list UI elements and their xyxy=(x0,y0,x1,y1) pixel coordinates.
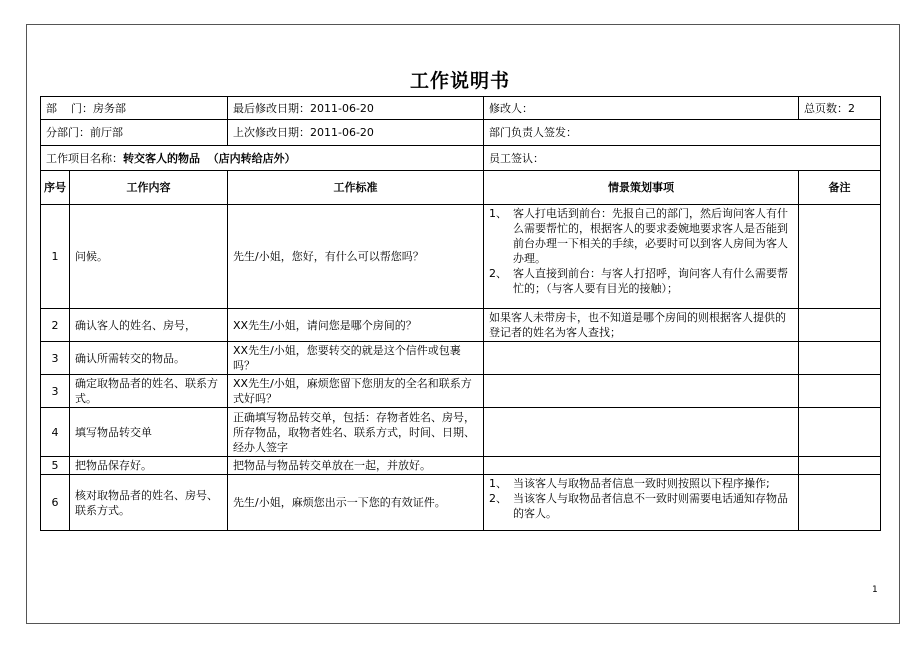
scenario-item-text: 客人直接到前台：与客人打招呼，询问客人有什么需要帮忙的；（与客人要有目光的接触）； xyxy=(513,267,788,295)
header-row-3 xyxy=(41,146,881,171)
page-number: 1 xyxy=(872,585,878,595)
prev-modified-value: 2011-06-20 xyxy=(310,126,374,139)
dept-cell xyxy=(41,97,228,120)
scenario-cell xyxy=(484,457,799,475)
last-modified-value: 2011-06-20 xyxy=(310,101,374,115)
standard-cell: 先生/小姐，麻烦您出示一下您的有效证件。 xyxy=(228,475,484,531)
scenario-item-text: 客人打电话到前台：先报自己的部门，然后询问客人有什么需要帮忙的，根据客人的要求委婉地要求客人是否能到前台办理一下相关的手续，必要时可以到客人房间为客人办理。 xyxy=(513,207,788,265)
total-pages-cell xyxy=(799,97,881,120)
table-row xyxy=(41,205,881,309)
table-row xyxy=(41,457,881,475)
col-standard-header: 工作标准 xyxy=(228,171,484,205)
subdept-value: 前厅部 xyxy=(90,126,123,139)
table-body xyxy=(41,205,881,531)
scenario-item-text: 当该客人与取物品者信息一致时则按照以下程序操作; xyxy=(513,477,770,490)
remark-cell xyxy=(799,205,881,309)
col-seq-header: 序号 xyxy=(41,171,70,205)
modifier-cell xyxy=(484,97,799,120)
scenario-cell: 如果客人未带房卡，也不知道是哪个房间的则根据客人提供的登记者的姓名为客人查找； xyxy=(484,309,799,342)
scenario-item-number: 2、 xyxy=(489,492,507,505)
seq-cell: 4 xyxy=(41,408,70,457)
seq-cell: 5 xyxy=(41,457,70,475)
content-cell: 填写物品转交单 xyxy=(70,408,228,457)
header-row-2 xyxy=(41,120,881,146)
table-row xyxy=(41,375,881,408)
scenario-item-text: 当该客人与取物品者信息不一致时则需要电话通知存物品的客人。 xyxy=(513,492,788,520)
last-modified-cell xyxy=(228,97,484,120)
scenario-cell xyxy=(484,342,799,375)
staff-sign-label: 员工签认： xyxy=(489,151,544,165)
content-cell: 确定取物品者的姓名、联系方式。 xyxy=(70,375,228,408)
scenario-item-number: 1、 xyxy=(489,477,507,490)
seq-cell: 3 xyxy=(41,375,70,408)
total-pages-value: 2 xyxy=(848,101,855,115)
scenario-cell xyxy=(484,408,799,457)
seq-cell: 1 xyxy=(41,205,70,309)
remark-cell xyxy=(799,475,881,531)
table-row xyxy=(41,342,881,375)
remark-cell xyxy=(799,408,881,457)
scenario-item-number: 2、 xyxy=(489,267,507,280)
col-content-header: 工作内容 xyxy=(70,171,228,205)
manager-sign-label: 部门负责人签发： xyxy=(489,126,577,139)
scenario-cell xyxy=(484,375,799,408)
document-title: 工作说明书 xyxy=(409,70,510,92)
standard-cell: 把物品与物品转交单放在一起，并放好。 xyxy=(228,457,484,475)
scenario-cell xyxy=(484,475,799,531)
total-pages-label: 总页数： xyxy=(804,101,848,115)
staff-sign-cell xyxy=(484,146,881,171)
seq-cell: 2 xyxy=(41,309,70,342)
seq-cell: 3 xyxy=(41,342,70,375)
content-cell: 确认所需转交的物品。 xyxy=(70,342,228,375)
standard-cell: XX先生/小姐，请问您是哪个房间的？ xyxy=(228,309,484,342)
scenario-cell xyxy=(484,205,799,309)
project-value: 转交客人的物品 （店内转给店外） xyxy=(123,151,296,165)
seq-cell: 6 xyxy=(41,475,70,531)
standard-cell: XX先生/小姐，麻烦您留下您朋友的全名和联系方式好吗？ xyxy=(228,375,484,408)
remark-cell xyxy=(799,457,881,475)
content-cell: 把物品保存好。 xyxy=(70,457,228,475)
col-remark-header: 备注 xyxy=(799,171,881,205)
modifier-label: 修改人： xyxy=(489,101,533,115)
dept-label: 部 门： xyxy=(46,101,93,115)
scenario-item xyxy=(489,266,793,296)
content-cell: 确认客人的姓名、房号， xyxy=(70,309,228,342)
remark-cell xyxy=(799,375,881,408)
scenario-item xyxy=(489,206,793,266)
remark-cell xyxy=(799,342,881,375)
col-scenario-header: 情景策划事项 xyxy=(484,171,799,205)
column-header-row xyxy=(41,171,881,205)
standard-cell: XX先生/小姐，您要转交的就是这个信件或包裹吗？ xyxy=(228,342,484,375)
scenario-item xyxy=(489,476,793,491)
content-cell: 核对取物品者的姓名、房号、联系方式。 xyxy=(70,475,228,531)
content-cell: 问候。 xyxy=(70,205,228,309)
dept-value: 房务部 xyxy=(93,101,126,115)
standard-cell: 正确填写物品转交单，包括：存物者姓名、房号，所存物品，取物者姓名、联系方式，时间、日期、经办人签字 xyxy=(228,408,484,457)
remark-cell xyxy=(799,309,881,342)
header-row-1 xyxy=(41,97,881,120)
project-cell xyxy=(41,146,484,171)
standard-cell: 先生/小姐，您好，有什么可以帮您吗？ xyxy=(228,205,484,309)
subdept-label: 分部门： xyxy=(46,126,90,139)
scenario-item-number: 1、 xyxy=(489,207,507,220)
project-label: 工作项目名称： xyxy=(46,151,123,165)
last-modified-label: 最后修改日期： xyxy=(233,101,310,115)
job-description-table xyxy=(40,96,881,531)
scenario-item xyxy=(489,491,793,521)
table-row xyxy=(41,408,881,457)
prev-modified-label: 上次修改日期： xyxy=(233,126,310,139)
table-row xyxy=(41,309,881,342)
prev-modified-cell xyxy=(228,120,484,146)
manager-sign-cell xyxy=(484,120,881,146)
subdept-cell xyxy=(41,120,228,146)
table-row xyxy=(41,475,881,531)
